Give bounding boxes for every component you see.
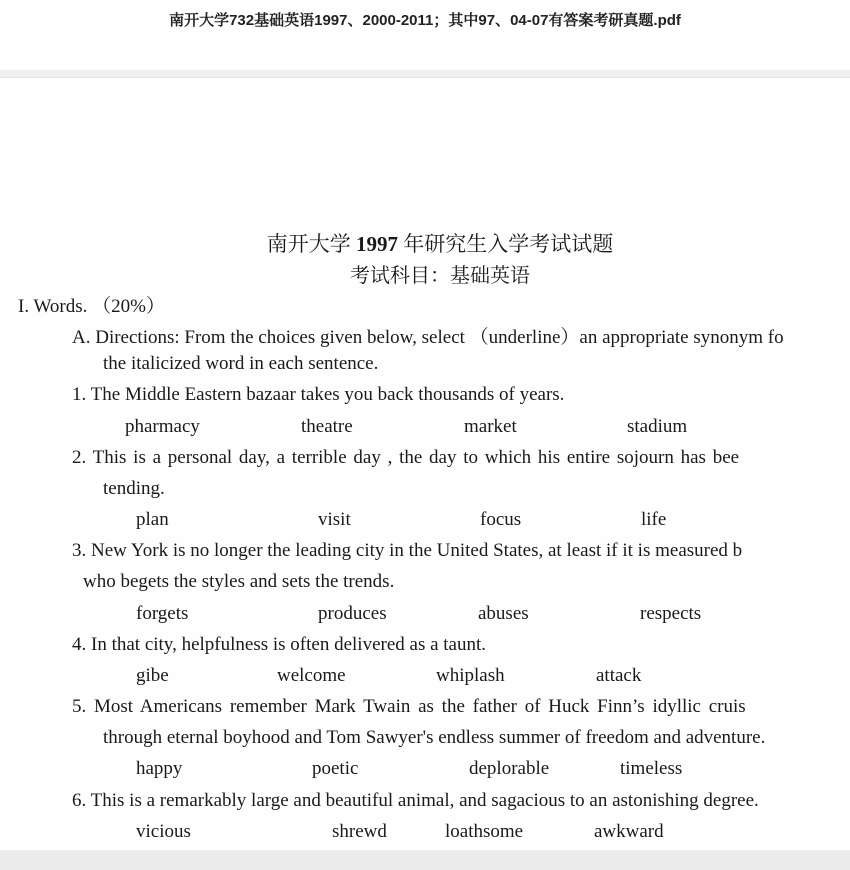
viewer-footer [0, 850, 850, 870]
q3-option-4: respects [640, 603, 702, 624]
q6-option-4: awkward [594, 821, 664, 842]
question-1: 1. The Middle Eastern bazaar takes you back thousands of years. [72, 384, 565, 405]
q5-option-3: deplorable [469, 758, 550, 779]
q3-option-2: produces [318, 603, 387, 624]
title-year: 1997 [356, 232, 398, 256]
q2-option-2: visit [318, 509, 351, 530]
title-suffix: 年研究生入学考试试题 [403, 232, 614, 256]
viewer-header [0, 0, 850, 70]
q5-option-1: happy [136, 758, 183, 779]
pdf-page [0, 78, 850, 850]
question-3-cont: who begets the styles and sets the trends. [83, 571, 395, 592]
q1-option-1: pharmacy [125, 416, 200, 437]
question-2-cont: tending. [103, 478, 165, 499]
q5-option-4: timeless [620, 758, 683, 779]
header-divider [0, 70, 850, 78]
exam-subject: 考试科目：基础英语 [350, 265, 530, 287]
q1-option-3: market [464, 416, 517, 437]
directions-line-1: A. Directions: From the choices given below, select （underline）an appropriate synonym fo [72, 327, 784, 348]
question-2: 2. This is a personal day, a terrible day , the day to which his entire sojourn has bee [72, 447, 740, 468]
q2-option-1: plan [136, 509, 169, 530]
title-prefix: 南开大学 [266, 232, 351, 256]
q4-option-2: welcome [277, 665, 346, 686]
q6-option-3: loathsome [445, 821, 524, 842]
question-5: 5. Most Americans remember Mark Twain as the father of Huck Finn’s idyllic cruis [72, 696, 746, 717]
q5-option-2: poetic [312, 758, 359, 779]
question-4: 4. In that city, helpfulness is often delivered as a taunt. [72, 634, 487, 655]
q2-option-3: focus [480, 509, 522, 530]
q6-option-1: vicious [136, 821, 191, 842]
q2-option-4: life [641, 509, 667, 530]
q1-option-2: theatre [301, 416, 353, 437]
q4-option-4: attack [596, 665, 642, 686]
q3-option-3: abuses [478, 603, 529, 624]
file-title: 南开大学732基础英语1997、2000-2011；其中97、04-07有答案考研真题.pdf [169, 12, 681, 29]
exam-title [0, 228, 850, 258]
q6-option-2: shrewd [332, 821, 387, 842]
question-3: 3. New York is no longer the leading city in the United States, at least if it is measured b [72, 540, 743, 561]
q3-option-1: forgets [136, 603, 189, 624]
directions-line-2: the italicized word in each sentence. [103, 353, 379, 374]
question-5-cont: through eternal boyhood and Tom Sawyer's endless summer of freedom and adventure. [103, 727, 766, 748]
q1-option-4: stadium [627, 416, 688, 437]
section-heading: I. Words. （20%） [18, 296, 165, 317]
q4-option-3: whiplash [436, 665, 505, 686]
q4-option-1: gibe [136, 665, 169, 686]
question-6: 6. This is a remarkably large and beautiful animal, and sagacious to an astonishing degree. [72, 790, 759, 811]
